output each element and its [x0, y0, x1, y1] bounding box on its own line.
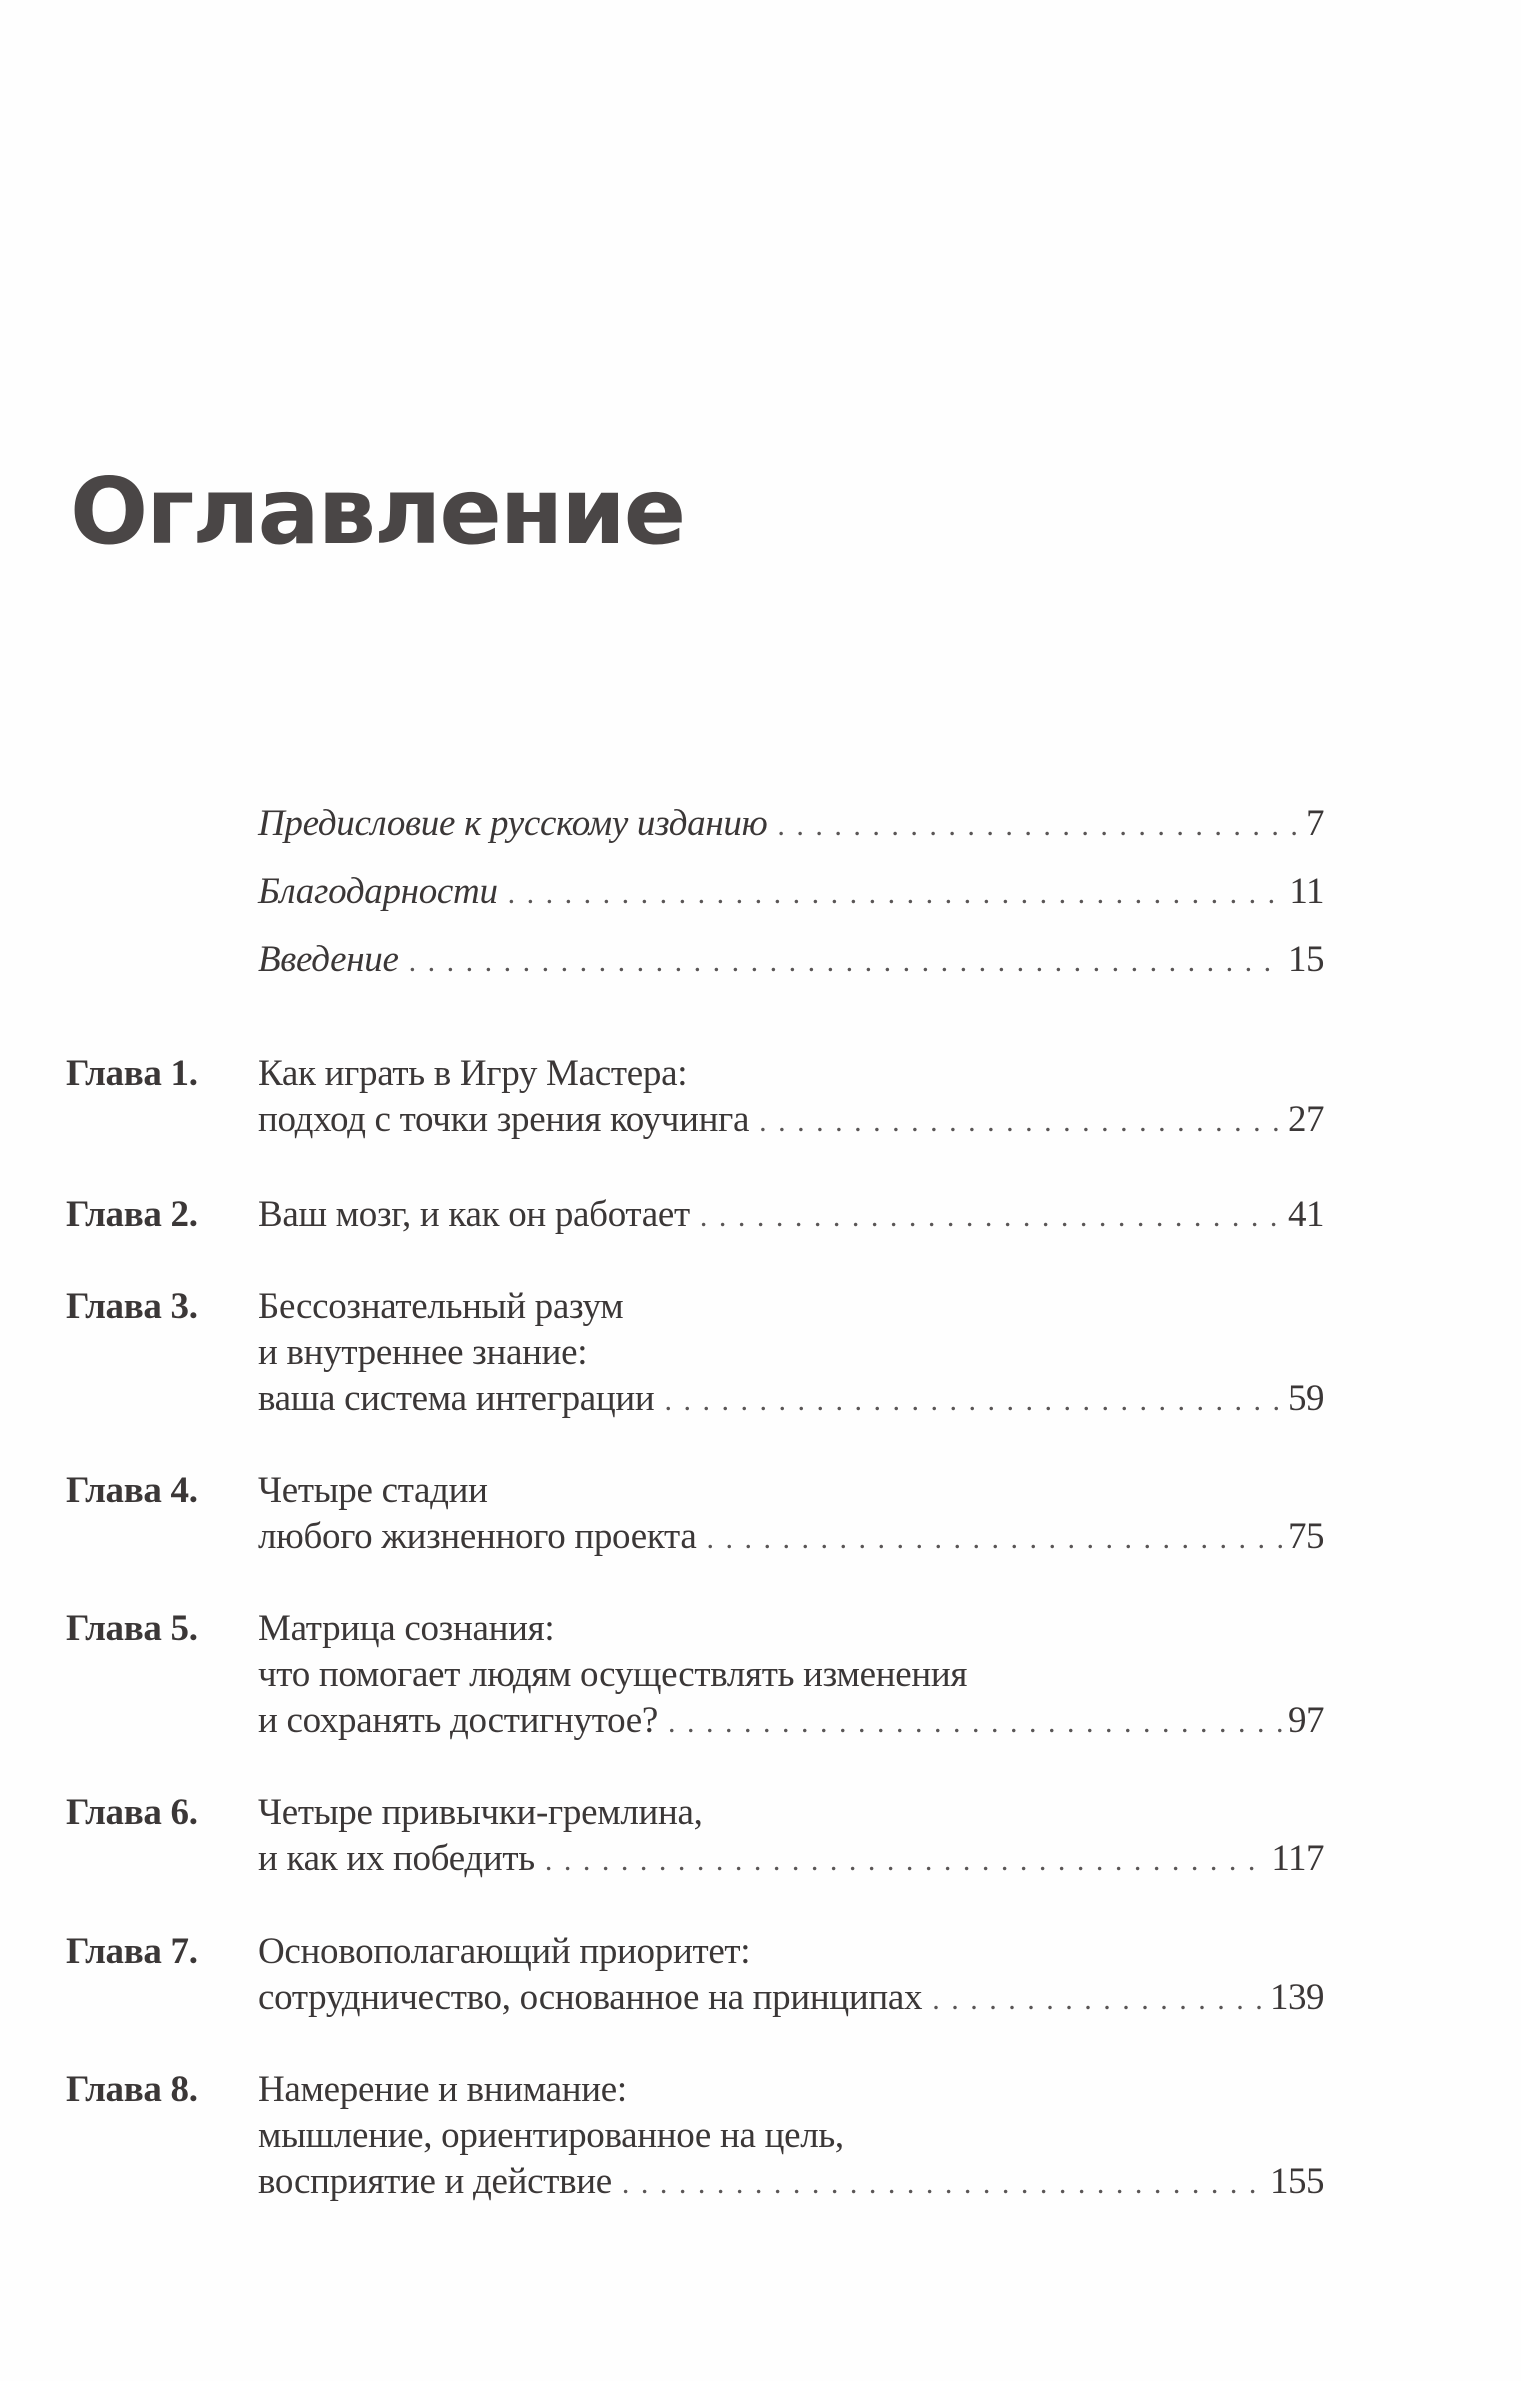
entry-title: Благодарности — [258, 871, 498, 912]
dot-leader — [508, 871, 1284, 917]
dot-leader — [545, 1838, 1266, 1884]
chapter-title-line: Четыре привычки-гремлина, — [258, 1792, 703, 1833]
chapter-title-line: Бессознательный разум — [258, 1286, 624, 1327]
chapter-title-line: любого жизненного проекта — [258, 1516, 697, 1557]
chapter-title-line: и сохранять достигнутое? — [258, 1700, 658, 1741]
chapter-title-line: мышление, ориентированное на цель, — [258, 2115, 844, 2156]
chapter-title-line: ваша система интеграции — [258, 1378, 655, 1419]
chapter-title-line: сотрудничество, основанное на принципах — [258, 1977, 923, 2018]
chapter-label: Глава 7. — [66, 1931, 198, 1972]
chapter-title-line: что помогает людям осуществлять изменения — [258, 1654, 968, 1695]
dot-leader — [700, 1194, 1282, 1240]
dot-leader — [409, 939, 1282, 985]
chapter-label: Глава 5. — [66, 1608, 198, 1649]
dot-leader — [622, 2161, 1264, 2207]
chapter-label: Глава 4. — [66, 1470, 198, 1511]
page-number: 7 — [1306, 803, 1324, 844]
chapter-title-line: Четыре стадии — [258, 1470, 488, 1511]
page-number: 27 — [1288, 1099, 1324, 1140]
page-number: 59 — [1288, 1378, 1324, 1419]
dot-leader — [777, 803, 1300, 849]
page-number: 41 — [1288, 1194, 1324, 1235]
chapter-label: Глава 2. — [66, 1194, 198, 1235]
chapter-title-line: Основополагающий приоритет: — [258, 1931, 751, 1972]
chapter-title-line: восприятие и действие — [258, 2161, 612, 2202]
chapter-title-line: и как их победить — [258, 1838, 535, 1879]
chapter-label: Глава 6. — [66, 1792, 198, 1833]
entry-title: Предисловие к русскому изданию — [258, 803, 768, 844]
dot-leader — [668, 1700, 1282, 1746]
page-number: 139 — [1270, 1977, 1324, 2018]
page-title: Оглавление — [70, 458, 685, 565]
page-number: 117 — [1271, 1838, 1324, 1879]
chapter-title-line: и внутреннее знание: — [258, 1332, 588, 1373]
dot-leader — [759, 1099, 1282, 1145]
page-number: 97 — [1288, 1700, 1324, 1741]
page-number: 75 — [1288, 1516, 1324, 1557]
page-number: 11 — [1289, 871, 1324, 912]
chapter-title-line: Матрица сознания: — [258, 1608, 555, 1649]
chapter-title-line: подход с точки зрения коучинга — [258, 1099, 750, 1140]
dot-leader — [932, 1977, 1264, 2023]
chapter-label: Глава 3. — [66, 1286, 198, 1327]
dot-leader — [664, 1378, 1282, 1424]
chapter-label: Глава 1. — [66, 1053, 198, 1094]
page-number: 155 — [1270, 2161, 1324, 2202]
page-number: 15 — [1288, 939, 1324, 980]
chapter-title-line: Как играть в Игру Мастера: — [258, 1053, 688, 1094]
chapter-title-line: Намерение и внимание: — [258, 2069, 627, 2110]
chapter-title-line: Ваш мозг, и как он работает — [258, 1194, 690, 1235]
entry-title: Введение — [258, 939, 399, 980]
show-through-text — [70, 98, 76, 124]
chapter-label: Глава 8. — [66, 2069, 198, 2110]
dot-leader — [706, 1516, 1282, 1562]
